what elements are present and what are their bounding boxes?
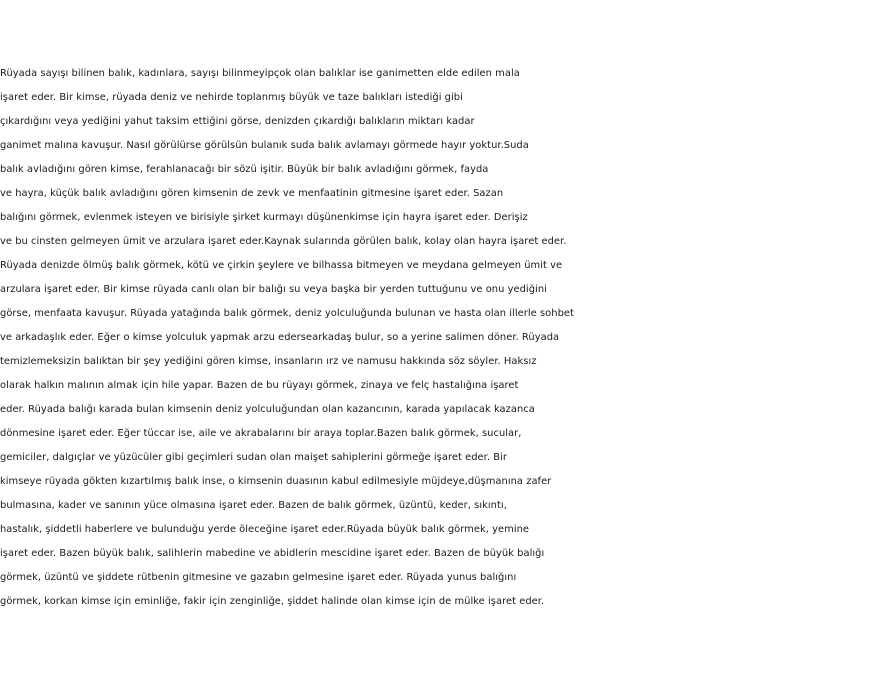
text-line: ve bu cinsten gelmeyen ümit ve arzulara işaret eder.Kaynak sularında görülen balık, kolay olan hayra işaret eder. [0, 236, 567, 247]
text-line: işaret eder. Bir kimse, rüyada deniz ve nehirde toplanmış büyük ve taze balıkları istediği gibi [0, 92, 463, 103]
text-line: hastalık, şiddetli haberlere ve bulunduğu yerde öleceğine işaret eder.Rüyada büyük balık görmek, yemine [0, 524, 530, 535]
text-line: çıkardığını veya yediğini yahut taksim ettiğini görse, denizden çıkardığı balıkların miktarı kadar [0, 116, 475, 127]
text-line: ganimet malına kavuşur. Nasıl görülürse görülsün bulanık suda balık avlamayı görmede hayır yoktur.Suda [0, 140, 529, 151]
text-line: görse, menfaata kavuşur. Rüyada yatağında balık görmek, deniz yolculuğunda bulunan ve hasta olan illerle sohbet [0, 308, 574, 319]
text-line: bulmasına, kader ve sanının yüce olmasına işaret eder. Bazen de balık görmek, üzüntü, keder, sıkıntı, [0, 500, 507, 511]
text-line: kimseye rüyada gökten kızartılmış balık inse, o kimsenin duasının kabul edilmesiyle müjdeye,düşmanına zafer [0, 476, 552, 487]
text-line: ve hayra, küçük balık avladığını gören kimsenin de zevk ve menfaatinin gitmesine işaret eder. Sazan [0, 188, 504, 199]
text-line: Rüyada sayışı bilinen balık, kadınlara, sayışı bilinmeyipçok olan balıklar ise ganimetten elde edilen mala [0, 68, 520, 79]
text-line: balık avladığını gören kimse, ferahlanacağı bir sözü işitir. Büyük bir balık avladığını görmek, fayda [0, 164, 489, 175]
text-line: balığını görmek, evlenmek isteyen ve birisiyle şirket kurmayı düşünenkimse için hayra işaret eder. Derişiz [0, 212, 528, 223]
document-body [0, 62, 880, 614]
text-line: görmek, üzüntü ve şiddete rütbenin gitmesine ve gazabın gelmesine işaret eder. Rüyada yunus balığını [0, 572, 517, 583]
text-line: arzulara işaret eder. Bir kimse rüyada canlı olan bir balığı su veya başka bir yerden tuttuğunu ve onu yediğini [0, 284, 547, 295]
text-line: ve arkadaşlık eder. Eğer o kimse yolculuk yapmak arzu edersearkadaş bulur, so a yerine salimen döner. Rüyada [0, 332, 560, 343]
text-line: işaret eder. Bazen büyük balık, salihlerin mabedine ve abidlerin mescidine işaret eder. Bazen de büyük balığı [0, 548, 545, 559]
text-line: dönmesine işaret eder. Eğer tüccar ise, aile ve akrabalarını bir araya toplar.Bazen balık görmek, sucular, [0, 428, 522, 439]
text-line: olarak halkın malının almak için hile yapar. Bazen de bu rüyayı görmek, zinaya ve felç hastalığına işaret [0, 380, 519, 391]
text-line: görmek, korkan kimse için eminliğe, fakir için zenginliğe, şiddet halinde olan kimse için de mülke işaret eder. [0, 596, 545, 607]
text-line: temizlemeksizin balıktan bir şey yediğini gören kimse, insanların ırz ve namusu hakkında söz söyler. Haksız [0, 356, 537, 367]
text-line: eder. Rüyada balığı karada bulan kimsenin deniz yolculuğundan olan kazancının, karada yapılacak kazanca [0, 404, 535, 415]
text-line: Rüyada denizde ölmüş balık görmek, kötü ve çirkin şeylere ve bilhassa bitmeyen ve meydana gelmeyen ümit ve [0, 260, 563, 271]
text-line: gemiciler, dalgıçlar ve yüzücüler gibi geçimleri sudan olan maişet sahiplerini görmeğe işaret eder. Bir [0, 452, 507, 463]
